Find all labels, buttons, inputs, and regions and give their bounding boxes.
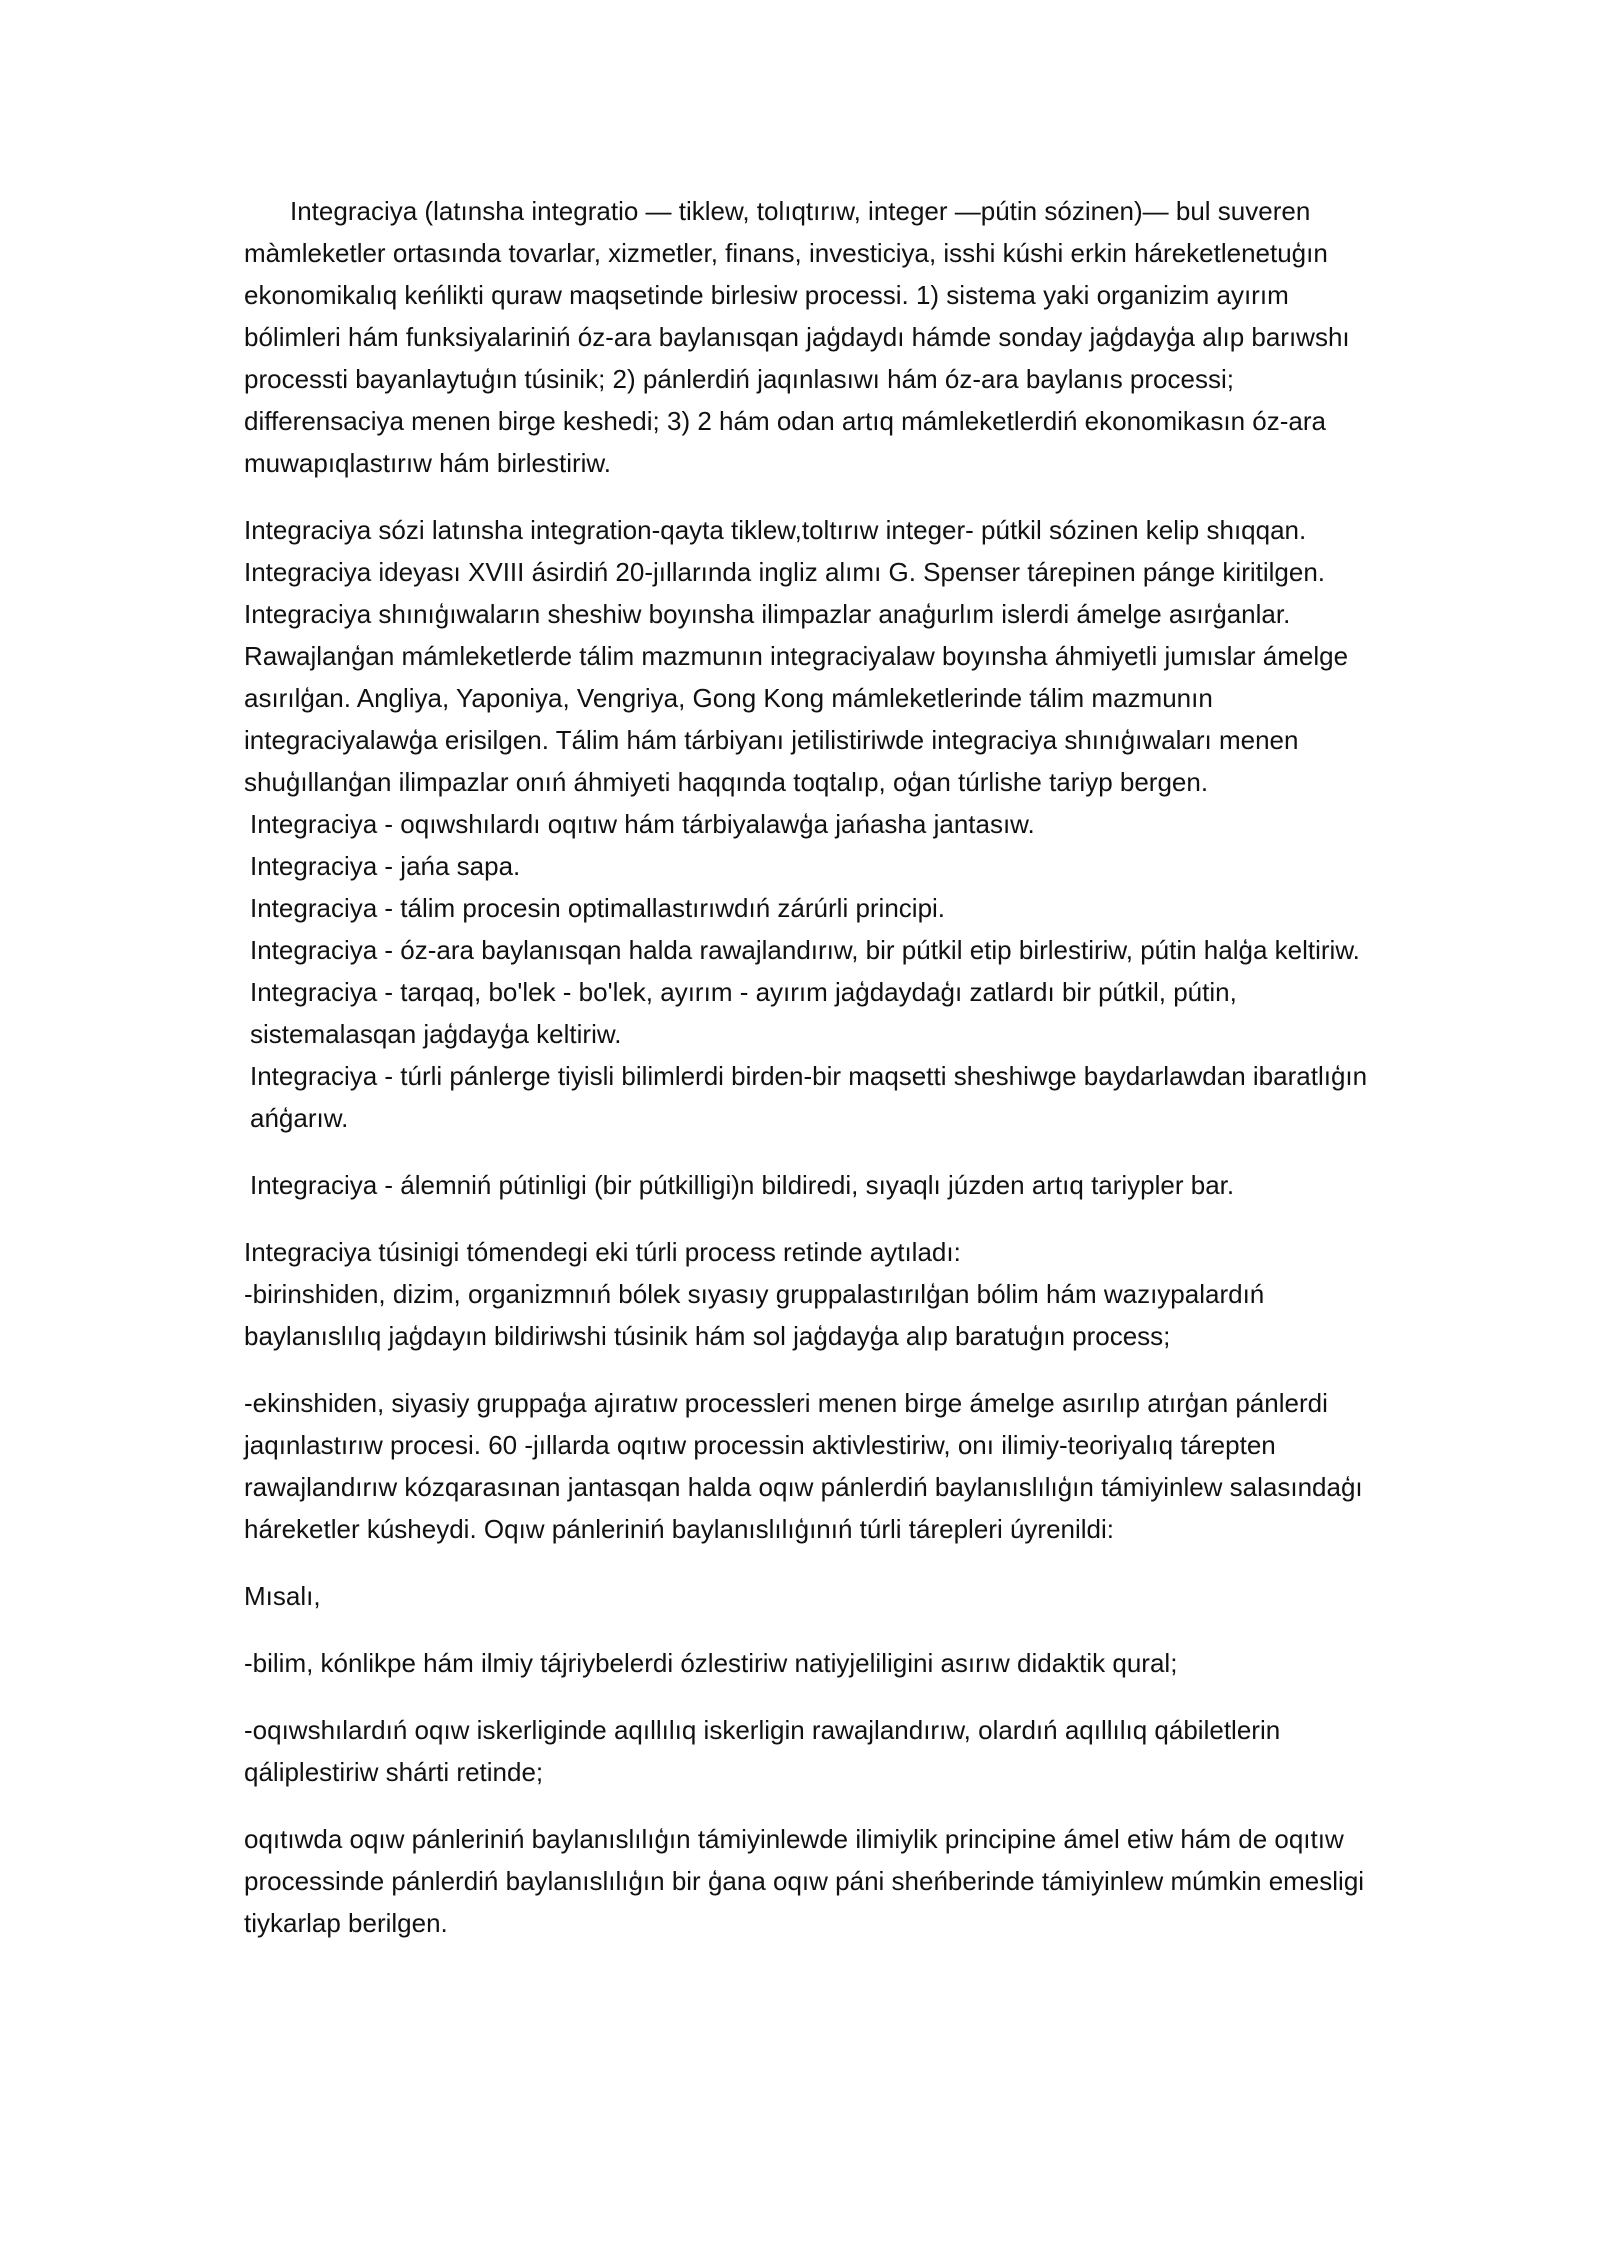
list-item: Integraciya - túrli pánlerge tiyisli bilimlerdi birden-bir maqsetti sheshiwge baydarlawdan ibaratlıģın ańģarıw. — [250, 1061, 1368, 1133]
list-item: Integraciya - tálim procesin optimallastırıwdıń zárúrli principi. — [250, 893, 946, 923]
document-body — [244, 190, 1374, 1944]
paragraph-process-intro — [244, 1231, 1374, 1357]
paragraph-example-2: -oqıwshılardıń oqıw iskerliginde aqıllılıq iskerligin rawajlandırıw, olardıń aqıllılıq qábiletlerin qáliplestiriw shárti retinde; — [244, 1715, 1281, 1787]
process-intro-line: Integraciya túsinigi tómendegi eki túrli process retinde aytıladı: — [244, 1237, 961, 1267]
definition-list — [244, 803, 1374, 1139]
list-item: Integraciya - oqıwshılardı oqıtıw hám tárbiyalawģa jańasha jantasıw. — [250, 809, 1035, 839]
process-first: -birinshiden, dizim, organizmnıń bólek sıyasıy gruppalastırılģan bólim hám wazıypalardıń baylanıslılıq jaģdayın bildiriwshi túsinik hám sol jaģdayģa alıp baratuģın process; — [244, 1279, 1265, 1351]
list-item: Integraciya - jańa sapa. — [250, 851, 521, 881]
paragraph-example-1: -bilim, kónlikpe hám ilmiy tájriybelerdi ózlestiriw natiyjeliligini asırıw didaktik qural; — [244, 1648, 1178, 1678]
paragraph-process-second: -ekinshiden, siyasiy gruppaģa ajıratıw processleri menen birge ámelge asırılıp atırģan pánlerdi jaqınlastırıw procesi. 60 -jıllarda oqıtıw processin aktivlestiriw, onı ilimiy-teoriyalıq tárepten rawajlandırıw kózqarasınan jantasqan halda oqıw pánlerdiń baylanıslılıģın támiyinlew salasındaģı háreketler kúsheydi. Oqıw pánleriniń baylanıslılıģınıń túrli tárepleri úyrenildi: — [244, 1388, 1363, 1544]
paragraph-conclusion: oqıtıwda oqıw pánleriniń baylanıslılıģın támiyinlewde ilimiylik principine ámel etiw hám de oqıtıw processinde pánlerdiń baylanıslılıģın bir ģana oqıw páni sheńberinde támiyinlew múmkin emesligi tiykarlap berilgen. — [244, 1824, 1365, 1938]
paragraph-definitions-count: Integraciya - álemniń pútinligi (bir pútkilligi)n bildiredi, sıyaqlı júzden artıq tariypler bar. — [250, 1170, 1235, 1200]
list-item: Integraciya - tarqaq, bo'lek - bo'lek, ayırım - ayırım jaģdaydaģı zatlardı bir pútkil, pútin, sistemalasqan jaģdayģa keltiriw. — [250, 977, 1237, 1049]
list-item: Integraciya - óz-ara baylanısqan halda rawajlandırıw, bir pútkil etip birlestiriw, pútin halģa keltiriw. — [250, 935, 1360, 965]
paragraph-etymology: Integraciya sózi latınsha integration-qayta tiklew,toltırıw integer- pútkil sózinen kelip shıqqan. Integraciya ideyası XVIII ásirdiń 20-jıllarında ingliz alımı G. Spenser tárepinen pánge kiritilgen. Integraciya shınıģıwaların sheshiw boyınsha ilimpazlar anaģurlım islerdi ámelge asırģanlar. Rawajlanģan mámleketlerde tálim mazmunın integraciyalaw boyınsha áhmiyetli jumıslar ámelge asırılģan. Angliya, Yaponiya, Vengriya, Gong Kong mámleketlerinde tálim mazmunın integraciyalawģa erisilgen. Tálim hám tárbiyanı jetilistiriwde integraciya shınıģıwaları menen shuģıllanģan ilimpazlar onıń áhmiyeti haqqında toqtalıp, oģan túrlishe tariyp bergen. — [244, 515, 1349, 797]
paragraph-definition: Integraciya (latınsha integratio — tiklew, tolıqtırıw, integer —pútin sózinen)— bul suveren màmleketler ortasında tovarlar, xizmetler, finans, investiciya, isshi kúshi erkin háreketlenetuģın ekonomikalıq keńlikti quraw maqsetinde birlesiw processi. 1) sistema yaki organizim ayırım bólimleri hám funksiyalariniń óz-ara baylanısqan jaģdaydı hámde sonday jaģdayģa alıp barıwshı processti bayanlaytuģın túsinik; 2) pánlerdiń jaqınlasıwı hám óz-ara baylanıs processi; differensaciya menen birge keshedi; 3) 2 hám odan artıq mámleketlerdiń ekonomikasın óz-ara muwapıqlastırıw hám birlestiriw. — [244, 196, 1350, 478]
paragraph-example-label: Mısalı, — [244, 1581, 321, 1611]
